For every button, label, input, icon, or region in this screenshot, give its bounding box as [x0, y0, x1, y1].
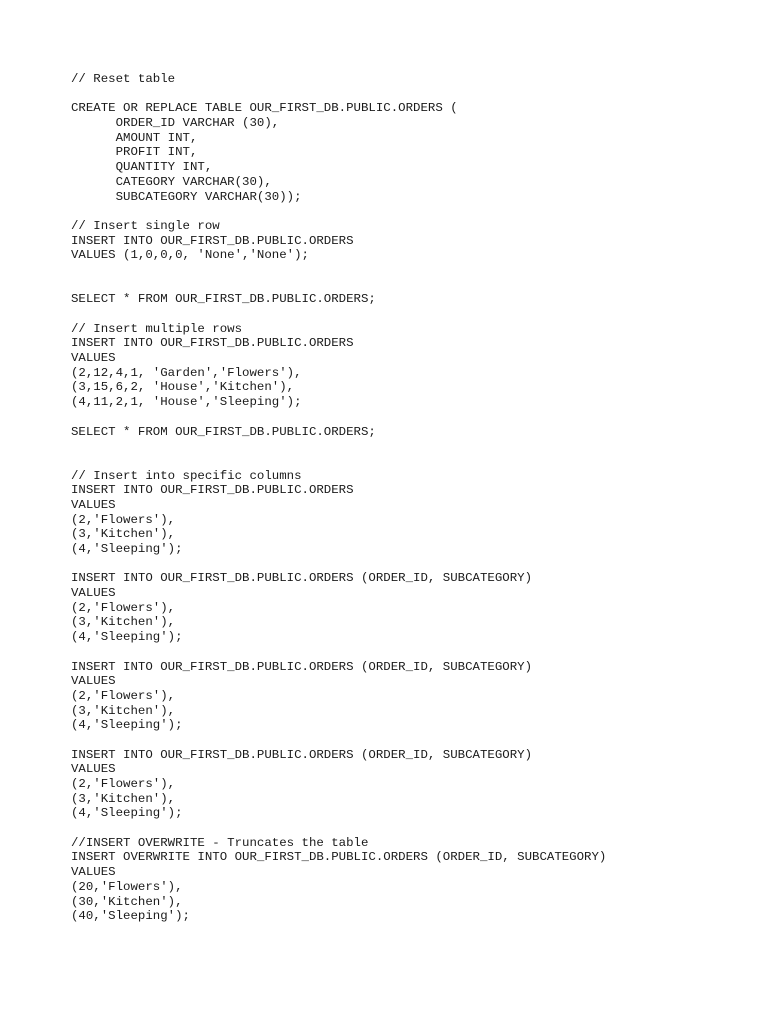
create-statement-line: CREATE OR REPLACE TABLE OUR_FIRST_DB.PUBLIC.ORDERS ( [71, 101, 458, 116]
comment-line: // Reset table [71, 72, 176, 86]
values-line: VALUES [71, 865, 116, 880]
insert-statement-line: INSERT INTO OUR_FIRST_DB.PUBLIC.ORDERS (ORDER_ID, SUBCATEGORY) [71, 571, 533, 586]
values-line: VALUES [71, 351, 116, 366]
blank-line [71, 87, 751, 102]
value-tuple-line: (3,'Kitchen'), [71, 791, 176, 806]
blank-line [71, 204, 751, 219]
blank-line [71, 439, 751, 454]
insert-statement-line: INSERT INTO OUR_FIRST_DB.PUBLIC.ORDERS [71, 336, 354, 351]
comment-line: // Insert single row [71, 218, 220, 233]
column-definition-line: ORDER_ID VARCHAR (30), [71, 116, 280, 131]
blank-line [71, 557, 751, 572]
values-line: VALUES [71, 586, 116, 601]
value-tuple-line: (4,'Sleeping'); [71, 718, 183, 733]
values-line: VALUES [71, 674, 116, 689]
values-line: VALUES (1,0,0,0, 'None','None'); [71, 248, 309, 263]
values-line: VALUES [71, 497, 116, 512]
blank-line [71, 410, 751, 425]
value-tuple-line: (3,'Kitchen'), [71, 703, 176, 718]
blank-line [71, 821, 751, 836]
column-definition-line: SUBCATEGORY VARCHAR(30)); [71, 189, 302, 204]
value-tuple-line: (30,'Kitchen'), [71, 894, 183, 909]
value-tuple-line: (4,'Sleeping'); [71, 806, 183, 821]
column-definition-line: QUANTITY INT, [71, 160, 213, 175]
column-definition-line: CATEGORY VARCHAR(30), [71, 174, 272, 189]
value-tuple-line: (2,'Flowers'), [71, 600, 176, 615]
blank-line [71, 307, 751, 322]
blank-line [71, 454, 751, 469]
value-tuple-line: (20,'Flowers'), [71, 879, 183, 894]
insert-statement-line: INSERT INTO OUR_FIRST_DB.PUBLIC.ORDERS (ORDER_ID, SUBCATEGORY) [71, 747, 533, 762]
value-tuple-line: (3,15,6,2, 'House','Kitchen'), [71, 380, 295, 395]
select-statement-line: SELECT * FROM OUR_FIRST_DB.PUBLIC.ORDERS; [71, 424, 376, 439]
insert-statement-line: INSERT OVERWRITE INTO OUR_FIRST_DB.PUBLIC.ORDERS (ORDER_ID, SUBCATEGORY) [71, 850, 607, 865]
column-definition-line: PROFIT INT, [71, 145, 198, 160]
value-tuple-line: (4,11,2,1, 'House','Sleeping'); [71, 395, 302, 410]
value-tuple-line: (4,'Sleeping'); [71, 542, 183, 556]
value-tuple-line: (2,12,4,1, 'Garden','Flowers'), [71, 365, 302, 380]
comment-line: // Insert into specific columns [71, 468, 302, 483]
insert-statement-line: INSERT INTO OUR_FIRST_DB.PUBLIC.ORDERS (ORDER_ID, SUBCATEGORY) [71, 659, 533, 674]
select-statement-line: SELECT * FROM OUR_FIRST_DB.PUBLIC.ORDERS; [71, 292, 376, 307]
value-tuple-line: (2,'Flowers'), [71, 777, 176, 791]
insert-statement-line: INSERT INTO OUR_FIRST_DB.PUBLIC.ORDERS [71, 233, 354, 248]
blank-line [71, 733, 751, 748]
value-tuple-line: (2,'Flowers'), [71, 688, 176, 703]
blank-line [71, 263, 751, 278]
blank-line [71, 278, 751, 293]
comment-line: // Insert multiple rows [71, 321, 243, 336]
comment-line: //INSERT OVERWRITE - Truncates the table [71, 835, 369, 850]
value-tuple-line: (2,'Flowers'), [71, 512, 176, 527]
sql-code-block [71, 72, 751, 924]
values-line: VALUES [71, 762, 116, 777]
column-definition-line: AMOUNT INT, [71, 130, 198, 145]
insert-statement-line: INSERT INTO OUR_FIRST_DB.PUBLIC.ORDERS [71, 483, 354, 498]
value-tuple-line: (3,'Kitchen'), [71, 615, 176, 630]
blank-line [71, 645, 751, 660]
value-tuple-line: (4,'Sleeping'); [71, 630, 183, 645]
value-tuple-line: (3,'Kitchen'), [71, 527, 176, 542]
value-tuple-line: (40,'Sleeping'); [71, 909, 190, 924]
